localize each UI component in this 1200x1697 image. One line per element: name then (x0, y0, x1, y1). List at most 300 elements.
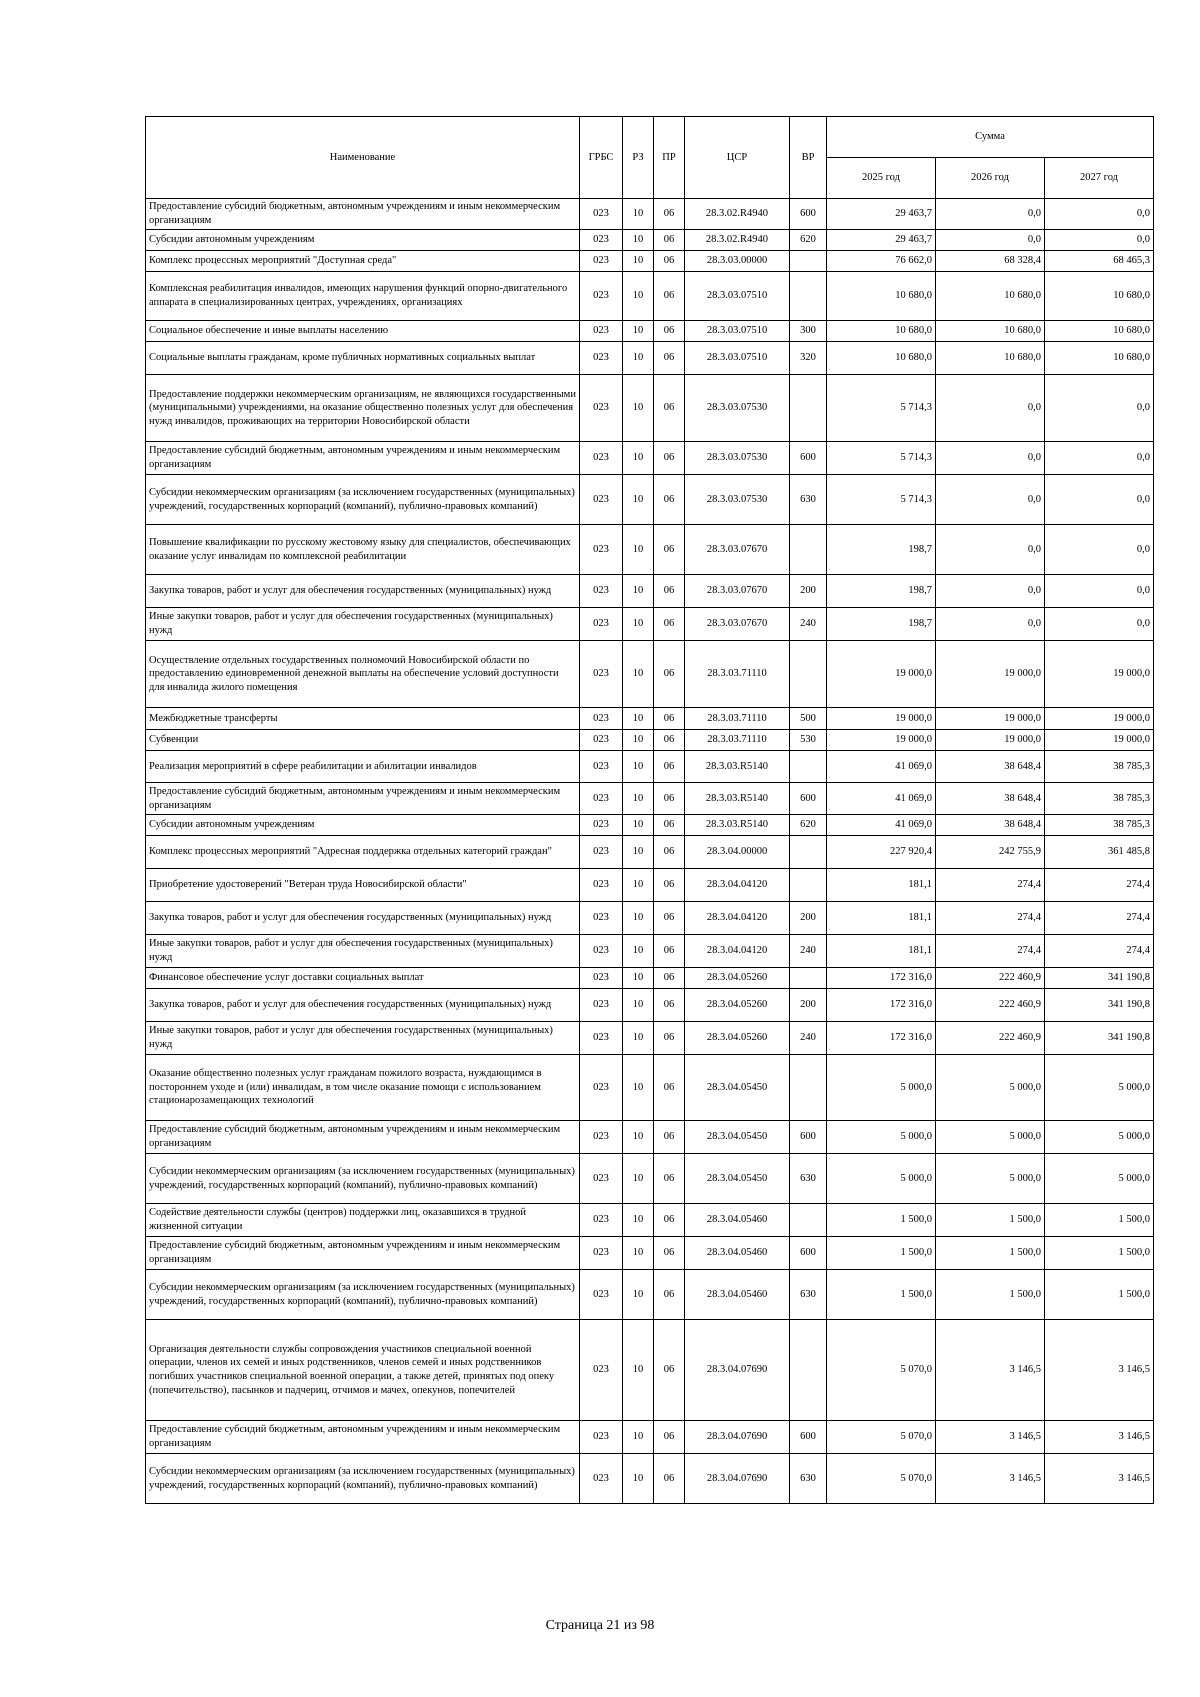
cell-name: Финансовое обеспечение услуг доставки социальных выплат (146, 968, 580, 989)
cell-rz: 10 (623, 751, 654, 783)
table-row (146, 869, 1154, 902)
cell-grbs: 023 (580, 230, 623, 251)
cell-name: Закупка товаров, работ и услуг для обеспечения государственных (муниципальных) нужд (146, 989, 580, 1022)
header-pr: ПР (654, 117, 685, 199)
cell-grbs: 023 (580, 442, 623, 475)
cell-2027: 5 000,0 (1045, 1121, 1154, 1154)
cell-vr (790, 751, 827, 783)
cell-vr: 200 (790, 902, 827, 935)
cell-2026: 0,0 (936, 525, 1045, 575)
cell-vr: 630 (790, 1154, 827, 1204)
cell-pr: 06 (654, 575, 685, 608)
cell-2026: 0,0 (936, 230, 1045, 251)
cell-vr (790, 836, 827, 869)
cell-2025: 227 920,4 (827, 836, 936, 869)
cell-rz: 10 (623, 783, 654, 815)
cell-2026: 222 460,9 (936, 1022, 1045, 1055)
cell-grbs: 023 (580, 968, 623, 989)
table-row (146, 442, 1154, 475)
cell-rz: 10 (623, 641, 654, 708)
cell-2027: 3 146,5 (1045, 1320, 1154, 1421)
cell-csr: 28.3.03.R5140 (685, 783, 790, 815)
cell-grbs: 023 (580, 199, 623, 230)
cell-2027: 3 146,5 (1045, 1421, 1154, 1454)
cell-rz: 10 (623, 442, 654, 475)
cell-2026: 0,0 (936, 375, 1045, 442)
cell-2025: 198,7 (827, 608, 936, 641)
cell-2027: 19 000,0 (1045, 641, 1154, 708)
cell-vr: 240 (790, 608, 827, 641)
cell-2025: 1 500,0 (827, 1204, 936, 1237)
cell-csr: 28.3.03.07670 (685, 525, 790, 575)
cell-2025: 76 662,0 (827, 251, 936, 272)
cell-grbs: 023 (580, 783, 623, 815)
cell-2025: 5 070,0 (827, 1454, 936, 1504)
cell-2025: 10 680,0 (827, 342, 936, 375)
cell-name: Социальное обеспечение и иные выплаты населению (146, 321, 580, 342)
cell-csr: 28.3.03.07670 (685, 575, 790, 608)
cell-pr: 06 (654, 1421, 685, 1454)
cell-2027: 341 190,8 (1045, 989, 1154, 1022)
cell-pr: 06 (654, 475, 685, 525)
header-name: Наименование (146, 117, 580, 199)
cell-2026: 3 146,5 (936, 1320, 1045, 1421)
cell-rz: 10 (623, 230, 654, 251)
cell-pr: 06 (654, 1154, 685, 1204)
cell-2026: 19 000,0 (936, 641, 1045, 708)
cell-2025: 172 316,0 (827, 968, 936, 989)
cell-name: Комплекс процессных мероприятий "Доступная среда" (146, 251, 580, 272)
cell-csr: 28.3.03.00000 (685, 251, 790, 272)
cell-grbs: 023 (580, 989, 623, 1022)
cell-2026: 0,0 (936, 575, 1045, 608)
cell-2027: 274,4 (1045, 902, 1154, 935)
cell-rz: 10 (623, 815, 654, 836)
header-year-2027: 2027 год (1045, 158, 1154, 199)
cell-2025: 19 000,0 (827, 641, 936, 708)
cell-2027: 68 465,3 (1045, 251, 1154, 272)
cell-csr: 28.3.04.04120 (685, 935, 790, 968)
cell-2026: 38 648,4 (936, 751, 1045, 783)
cell-2026: 274,4 (936, 869, 1045, 902)
cell-vr (790, 1204, 827, 1237)
cell-2026: 1 500,0 (936, 1237, 1045, 1270)
cell-name: Субсидии некоммерческим организациям (за исключением государственных (муниципальных) учреждений, государственных корпораций (компаний), публично-правовых компаний) (146, 475, 580, 525)
cell-pr: 06 (654, 342, 685, 375)
cell-2025: 41 069,0 (827, 751, 936, 783)
cell-grbs: 023 (580, 1154, 623, 1204)
cell-csr: 28.3.04.04120 (685, 869, 790, 902)
cell-vr (790, 968, 827, 989)
cell-name: Субсидии некоммерческим организациям (за исключением государственных (муниципальных) учреждений, государственных корпораций (компаний), публично-правовых компаний) (146, 1454, 580, 1504)
cell-2025: 172 316,0 (827, 1022, 936, 1055)
table-row (146, 902, 1154, 935)
cell-name: Предоставление субсидий бюджетным, автономным учреждениям и иным некоммерческим организациям (146, 1237, 580, 1270)
cell-2025: 1 500,0 (827, 1270, 936, 1320)
cell-2026: 68 328,4 (936, 251, 1045, 272)
table-row (146, 1421, 1154, 1454)
cell-pr: 06 (654, 869, 685, 902)
cell-pr: 06 (654, 199, 685, 230)
cell-name: Комплексная реабилитация инвалидов, имеющих нарушения функций опорно-двигательного аппарата в специализированных центрах, учреждениях, организациях (146, 272, 580, 321)
cell-2026: 1 500,0 (936, 1270, 1045, 1320)
cell-rz: 10 (623, 968, 654, 989)
cell-2027: 5 000,0 (1045, 1055, 1154, 1121)
table-row (146, 708, 1154, 730)
cell-csr: 28.3.03.R5140 (685, 751, 790, 783)
cell-rz: 10 (623, 199, 654, 230)
cell-pr: 06 (654, 375, 685, 442)
cell-grbs: 023 (580, 342, 623, 375)
cell-2026: 5 000,0 (936, 1121, 1045, 1154)
cell-name: Субсидии автономным учреждениям (146, 230, 580, 251)
cell-2026: 10 680,0 (936, 342, 1045, 375)
cell-2025: 5 000,0 (827, 1154, 936, 1204)
cell-grbs: 023 (580, 935, 623, 968)
cell-csr: 28.3.04.05260 (685, 968, 790, 989)
cell-rz: 10 (623, 321, 654, 342)
cell-csr: 28.3.02.R4940 (685, 199, 790, 230)
cell-csr: 28.3.04.05450 (685, 1055, 790, 1121)
table-row (146, 836, 1154, 869)
cell-csr: 28.3.03.07530 (685, 442, 790, 475)
cell-pr: 06 (654, 902, 685, 935)
cell-2027: 341 190,8 (1045, 968, 1154, 989)
cell-2026: 38 648,4 (936, 783, 1045, 815)
table-body (146, 199, 1154, 1504)
cell-csr: 28.3.04.05260 (685, 989, 790, 1022)
cell-rz: 10 (623, 869, 654, 902)
cell-2027: 38 785,3 (1045, 783, 1154, 815)
cell-rz: 10 (623, 475, 654, 525)
cell-2026: 242 755,9 (936, 836, 1045, 869)
table-row (146, 1270, 1154, 1320)
cell-name: Социальные выплаты гражданам, кроме публичных нормативных социальных выплат (146, 342, 580, 375)
cell-pr: 06 (654, 321, 685, 342)
cell-pr: 06 (654, 1204, 685, 1237)
table-row (146, 783, 1154, 815)
cell-2025: 5 714,3 (827, 375, 936, 442)
cell-vr (790, 525, 827, 575)
cell-name: Предоставление поддержки некоммерческим организациям, не являющихся государственными (муниципальными) учреждениями, на оказание общественно полезных услуг для обеспечения нужд инвалидов, проживающих на территории Новосибирской области (146, 375, 580, 442)
cell-2027: 38 785,3 (1045, 751, 1154, 783)
cell-rz: 10 (623, 1121, 654, 1154)
page-number: Страница 21 из 98 (545, 1618, 655, 1633)
table-row (146, 1320, 1154, 1421)
budget-table (145, 116, 1154, 1504)
table-row (146, 1022, 1154, 1055)
cell-pr: 06 (654, 815, 685, 836)
cell-rz: 10 (623, 575, 654, 608)
cell-name: Субсидии некоммерческим организациям (за исключением государственных (муниципальных) учреждений, государственных корпораций (компаний), публично-правовых компаний) (146, 1154, 580, 1204)
cell-grbs: 023 (580, 902, 623, 935)
table-row (146, 375, 1154, 442)
cell-csr: 28.3.04.07690 (685, 1421, 790, 1454)
cell-2026: 3 146,5 (936, 1454, 1045, 1504)
cell-csr: 28.3.04.05460 (685, 1270, 790, 1320)
cell-rz: 10 (623, 1022, 654, 1055)
cell-pr: 06 (654, 608, 685, 641)
cell-rz: 10 (623, 902, 654, 935)
cell-name: Комплекс процессных мероприятий "Адресная поддержка отдельных категорий граждан" (146, 836, 580, 869)
cell-name: Реализация мероприятий в сфере реабилитации и абилитации инвалидов (146, 751, 580, 783)
cell-2026: 10 680,0 (936, 321, 1045, 342)
cell-2027: 1 500,0 (1045, 1204, 1154, 1237)
cell-pr: 06 (654, 730, 685, 751)
cell-grbs: 023 (580, 1055, 623, 1121)
cell-grbs: 023 (580, 251, 623, 272)
cell-csr: 28.3.03.07530 (685, 475, 790, 525)
cell-pr: 06 (654, 251, 685, 272)
cell-2027: 0,0 (1045, 230, 1154, 251)
cell-vr (790, 1055, 827, 1121)
cell-2026: 0,0 (936, 442, 1045, 475)
cell-2026: 3 146,5 (936, 1421, 1045, 1454)
cell-rz: 10 (623, 708, 654, 730)
cell-pr: 06 (654, 641, 685, 708)
cell-pr: 06 (654, 783, 685, 815)
cell-csr: 28.3.03.07510 (685, 272, 790, 321)
cell-2026: 274,4 (936, 935, 1045, 968)
cell-csr: 28.3.03.71110 (685, 730, 790, 751)
cell-csr: 28.3.03.R5140 (685, 815, 790, 836)
table-row (146, 199, 1154, 230)
cell-2025: 5 000,0 (827, 1055, 936, 1121)
cell-2025: 181,1 (827, 935, 936, 968)
cell-rz: 10 (623, 1154, 654, 1204)
header-csr: ЦСР (685, 117, 790, 199)
header-year-2025: 2025 год (827, 158, 936, 199)
cell-rz: 10 (623, 836, 654, 869)
cell-rz: 10 (623, 1270, 654, 1320)
cell-pr: 06 (654, 1022, 685, 1055)
cell-2025: 1 500,0 (827, 1237, 936, 1270)
cell-2025: 29 463,7 (827, 230, 936, 251)
cell-rz: 10 (623, 1421, 654, 1454)
cell-vr (790, 272, 827, 321)
cell-grbs: 023 (580, 815, 623, 836)
cell-pr: 06 (654, 935, 685, 968)
cell-pr: 06 (654, 968, 685, 989)
cell-name: Предоставление субсидий бюджетным, автономным учреждениям и иным некоммерческим организациям (146, 1421, 580, 1454)
cell-2027: 1 500,0 (1045, 1270, 1154, 1320)
cell-name: Иные закупки товаров, работ и услуг для обеспечения государственных (муниципальных) нужд (146, 935, 580, 968)
cell-csr: 28.3.04.00000 (685, 836, 790, 869)
cell-2025: 41 069,0 (827, 815, 936, 836)
cell-csr: 28.3.03.07510 (685, 321, 790, 342)
cell-vr: 600 (790, 1421, 827, 1454)
cell-2025: 181,1 (827, 902, 936, 935)
cell-2027: 0,0 (1045, 575, 1154, 608)
cell-pr: 06 (654, 708, 685, 730)
cell-rz: 10 (623, 1204, 654, 1237)
cell-grbs: 023 (580, 1421, 623, 1454)
table-row (146, 272, 1154, 321)
cell-grbs: 023 (580, 730, 623, 751)
cell-2027: 19 000,0 (1045, 730, 1154, 751)
table-row (146, 935, 1154, 968)
cell-grbs: 023 (580, 525, 623, 575)
table-row (146, 1454, 1154, 1504)
cell-pr: 06 (654, 1055, 685, 1121)
cell-grbs: 023 (580, 272, 623, 321)
cell-pr: 06 (654, 989, 685, 1022)
cell-name: Приобретение удостоверений "Ветеран труда Новосибирской области" (146, 869, 580, 902)
cell-2026: 0,0 (936, 608, 1045, 641)
cell-csr: 28.3.04.05460 (685, 1204, 790, 1237)
cell-vr: 500 (790, 708, 827, 730)
cell-vr: 200 (790, 989, 827, 1022)
cell-grbs: 023 (580, 836, 623, 869)
cell-rz: 10 (623, 935, 654, 968)
cell-2027: 341 190,8 (1045, 1022, 1154, 1055)
cell-2027: 10 680,0 (1045, 342, 1154, 375)
cell-vr: 600 (790, 783, 827, 815)
cell-grbs: 023 (580, 608, 623, 641)
cell-2025: 19 000,0 (827, 730, 936, 751)
table-row (146, 230, 1154, 251)
cell-grbs: 023 (580, 1270, 623, 1320)
cell-rz: 10 (623, 608, 654, 641)
table-row (146, 342, 1154, 375)
cell-csr: 28.3.03.71110 (685, 708, 790, 730)
cell-vr: 620 (790, 230, 827, 251)
cell-2027: 38 785,3 (1045, 815, 1154, 836)
cell-2027: 3 146,5 (1045, 1454, 1154, 1504)
cell-vr: 600 (790, 1237, 827, 1270)
cell-2027: 0,0 (1045, 475, 1154, 525)
cell-name: Субвенции (146, 730, 580, 751)
cell-grbs: 023 (580, 1320, 623, 1421)
cell-2027: 1 500,0 (1045, 1237, 1154, 1270)
cell-grbs: 023 (580, 708, 623, 730)
table-row (146, 321, 1154, 342)
cell-pr: 06 (654, 442, 685, 475)
cell-csr: 28.3.03.07670 (685, 608, 790, 641)
table-row (146, 475, 1154, 525)
cell-grbs: 023 (580, 1121, 623, 1154)
table-row (146, 1121, 1154, 1154)
cell-csr: 28.3.04.04120 (685, 902, 790, 935)
table-row (146, 575, 1154, 608)
cell-rz: 10 (623, 1055, 654, 1121)
cell-csr: 28.3.04.05460 (685, 1237, 790, 1270)
cell-rz: 10 (623, 730, 654, 751)
cell-2027: 5 000,0 (1045, 1154, 1154, 1204)
cell-2026: 222 460,9 (936, 989, 1045, 1022)
cell-vr: 600 (790, 199, 827, 230)
cell-pr: 06 (654, 1237, 685, 1270)
cell-name: Предоставление субсидий бюджетным, автономным учреждениям и иным некоммерческим организациям (146, 783, 580, 815)
cell-2027: 274,4 (1045, 869, 1154, 902)
cell-name: Закупка товаров, работ и услуг для обеспечения государственных (муниципальных) нужд (146, 575, 580, 608)
cell-name: Закупка товаров, работ и услуг для обеспечения государственных (муниципальных) нужд (146, 902, 580, 935)
cell-pr: 06 (654, 525, 685, 575)
cell-2026: 222 460,9 (936, 968, 1045, 989)
cell-csr: 28.3.03.07530 (685, 375, 790, 442)
cell-grbs: 023 (580, 1454, 623, 1504)
cell-vr: 630 (790, 1454, 827, 1504)
cell-grbs: 023 (580, 1237, 623, 1270)
table-row (146, 608, 1154, 641)
cell-2025: 198,7 (827, 575, 936, 608)
table-row (146, 1055, 1154, 1121)
cell-name: Предоставление субсидий бюджетным, автономным учреждениям и иным некоммерческим организациям (146, 442, 580, 475)
cell-vr: 630 (790, 475, 827, 525)
cell-pr: 06 (654, 836, 685, 869)
cell-rz: 10 (623, 989, 654, 1022)
cell-2026: 19 000,0 (936, 730, 1045, 751)
cell-vr: 630 (790, 1270, 827, 1320)
table-row (146, 815, 1154, 836)
cell-2027: 19 000,0 (1045, 708, 1154, 730)
cell-name: Иные закупки товаров, работ и услуг для обеспечения государственных (муниципальных) нужд (146, 1022, 580, 1055)
cell-pr: 06 (654, 1320, 685, 1421)
cell-2025: 172 316,0 (827, 989, 936, 1022)
table-row (146, 1237, 1154, 1270)
cell-vr (790, 1320, 827, 1421)
cell-vr: 240 (790, 1022, 827, 1055)
cell-pr: 06 (654, 272, 685, 321)
cell-2027: 0,0 (1045, 442, 1154, 475)
cell-grbs: 023 (580, 869, 623, 902)
cell-rz: 10 (623, 272, 654, 321)
cell-2027: 0,0 (1045, 525, 1154, 575)
cell-name: Содействие деятельности службы (центров) поддержки лиц, оказавшихся в трудной жизненной ситуации (146, 1204, 580, 1237)
cell-name: Субсидии некоммерческим организациям (за исключением государственных (муниципальных) учреждений, государственных корпораций (компаний), публично-правовых компаний) (146, 1270, 580, 1320)
cell-pr: 06 (654, 1270, 685, 1320)
cell-2026: 274,4 (936, 902, 1045, 935)
header-rz: РЗ (623, 117, 654, 199)
cell-csr: 28.3.04.07690 (685, 1454, 790, 1504)
cell-2026: 0,0 (936, 475, 1045, 525)
cell-name: Предоставление субсидий бюджетным, автономным учреждениям и иным некоммерческим организациям (146, 199, 580, 230)
cell-2026: 5 000,0 (936, 1055, 1045, 1121)
cell-2025: 5 714,3 (827, 442, 936, 475)
cell-2027: 0,0 (1045, 608, 1154, 641)
cell-vr (790, 869, 827, 902)
cell-grbs: 023 (580, 321, 623, 342)
cell-rz: 10 (623, 525, 654, 575)
cell-2025: 5 070,0 (827, 1320, 936, 1421)
header-vr: ВР (790, 117, 827, 199)
table-row (146, 968, 1154, 989)
cell-2025: 41 069,0 (827, 783, 936, 815)
table-row (146, 251, 1154, 272)
table-row (146, 525, 1154, 575)
cell-name: Организация деятельности службы сопровождения участников специальной военной операции, членов их семей и иных родственников, членов семей и иных родственников погибших участников специальной военной операции, а также детей, принятых под опеку (попечительство), пасынков и падчериц, отчимов и мачех, опекунов, попечителей (146, 1320, 580, 1421)
header-grbs: ГРБС (580, 117, 623, 199)
table-row (146, 751, 1154, 783)
cell-vr (790, 641, 827, 708)
cell-2026: 38 648,4 (936, 815, 1045, 836)
cell-rz: 10 (623, 251, 654, 272)
cell-vr: 200 (790, 575, 827, 608)
cell-grbs: 023 (580, 641, 623, 708)
cell-name: Оказание общественно полезных услуг гражданам пожилого возраста, нуждающимся в постороннем уходе и (или) инвалидам, в том числе оказание помощи с использованием стационарозамещающих технологий (146, 1055, 580, 1121)
cell-2027: 10 680,0 (1045, 321, 1154, 342)
cell-name: Иные закупки товаров, работ и услуг для обеспечения государственных (муниципальных) нужд (146, 608, 580, 641)
cell-2025: 29 463,7 (827, 199, 936, 230)
cell-pr: 06 (654, 751, 685, 783)
cell-csr: 28.3.04.05450 (685, 1121, 790, 1154)
cell-2027: 361 485,8 (1045, 836, 1154, 869)
cell-vr (790, 251, 827, 272)
table-row (146, 989, 1154, 1022)
cell-vr: 320 (790, 342, 827, 375)
cell-rz: 10 (623, 342, 654, 375)
cell-grbs: 023 (580, 375, 623, 442)
